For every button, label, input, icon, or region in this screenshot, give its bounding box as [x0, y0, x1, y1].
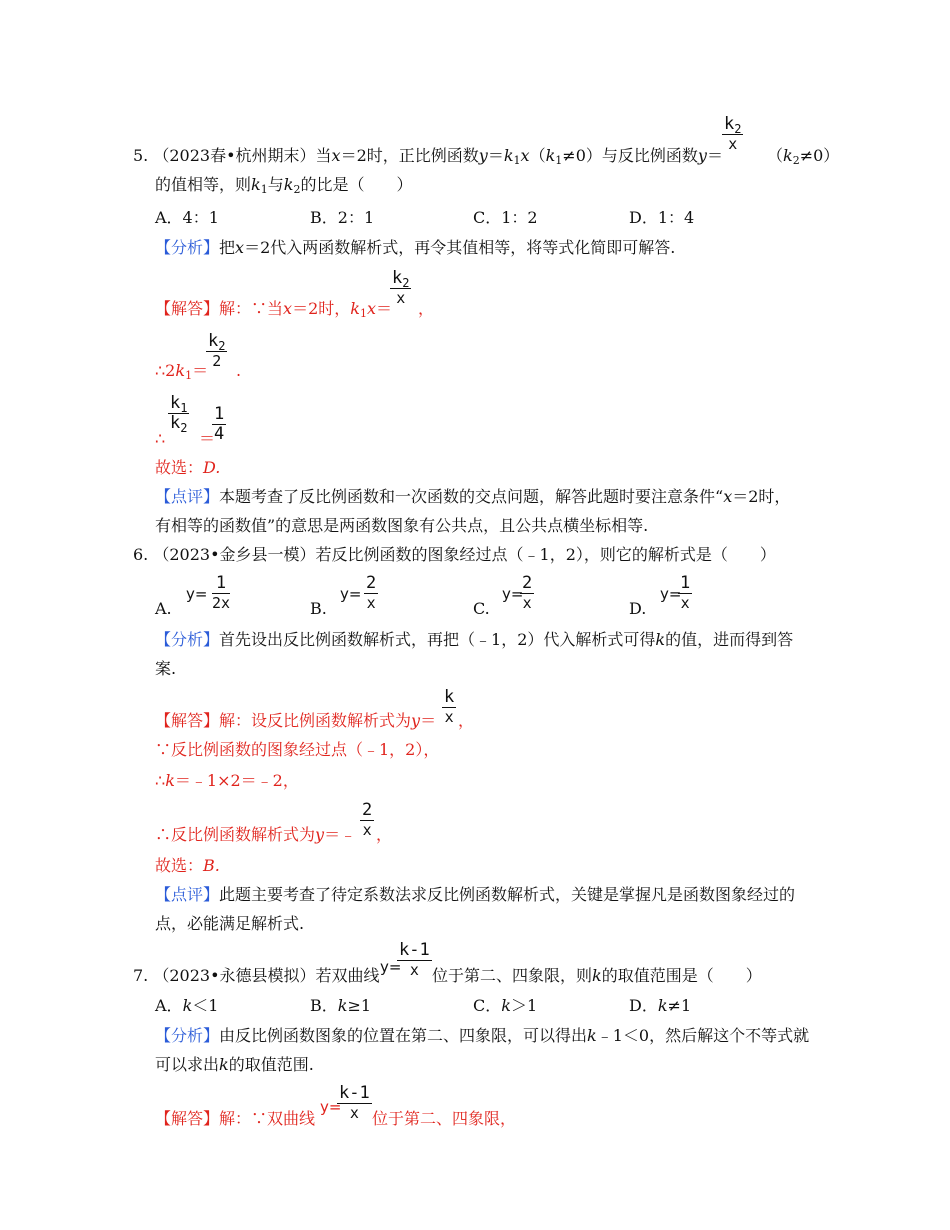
solution-text: ＝2时， — [292, 299, 351, 318]
q6-solution-line1 — [155, 710, 436, 732]
analysis-label: 【分析】 — [155, 630, 220, 649]
q7-stem-yeq: y= — [380, 958, 402, 976]
q5-option-c: C．1：2 — [473, 208, 538, 227]
var-y: y — [411, 711, 421, 730]
stem-text: 与反比例函数 — [601, 146, 698, 165]
var-k: k — [182, 996, 193, 1015]
var-y: y — [315, 825, 325, 844]
var-y: y — [697, 146, 707, 165]
frac-denominator: x — [366, 594, 376, 612]
q5-step2-period: . — [236, 361, 242, 380]
frac-numerator-sub: 1 — [180, 401, 188, 415]
var-x: x — [366, 299, 376, 318]
equals: ＝ — [192, 361, 209, 380]
q6-step4-comma: ， — [376, 825, 393, 844]
q5-solution-line1 — [155, 298, 392, 320]
sub-1: 1 — [513, 154, 521, 167]
var-k: k — [657, 996, 668, 1015]
solution-label: 【解答】 — [155, 299, 220, 318]
frac-denominator: x — [362, 821, 372, 839]
q7-solution-fraction — [337, 1083, 372, 1122]
q5-option-b: B．2：1 — [310, 208, 375, 227]
option-relation: ≠1 — [667, 996, 692, 1015]
q7-analysis-line2 — [155, 1054, 314, 1076]
var-k: k — [503, 146, 514, 165]
comment-label: 【点评】 — [155, 885, 220, 904]
stem-text: 的比是（ ） — [300, 175, 413, 194]
equals: ＝ — [487, 146, 504, 165]
var-x: x — [723, 487, 733, 506]
question-number: 6. — [133, 545, 149, 564]
q6-option-c-fraction — [520, 573, 534, 612]
q6-option-a-fraction — [212, 573, 230, 612]
comment-text: 本题考查了反比例函数和一次函数的交点问题，解答此题时要注意条件“ — [219, 487, 724, 506]
q6-option-b-label: B. — [310, 599, 327, 618]
analysis-text: 的值，进而得到答 — [665, 630, 794, 649]
question-source: （2023•金乡县一模） — [153, 545, 316, 564]
sub-1: 1 — [555, 154, 563, 167]
q5-analysis — [155, 237, 675, 259]
q5-stem-k2-condition — [767, 145, 839, 167]
frac-denominator: 2x — [212, 594, 231, 612]
q6-option-b-yeq: y= — [340, 585, 362, 603]
q6-solution-fraction-k-over-x — [442, 687, 456, 726]
answer-value: D. — [203, 458, 221, 477]
frac-denominator: 2 — [212, 352, 222, 370]
q7-solution-yeq: y= — [320, 1098, 342, 1116]
q6-analysis-line1 — [155, 629, 793, 651]
solution-label: 【解答】 — [155, 711, 220, 730]
sub-1: 1 — [185, 369, 193, 382]
q5-stem-line2 — [155, 174, 412, 196]
var-k: k — [175, 361, 186, 380]
solution-label: 【解答】 — [155, 1109, 220, 1128]
q6-solution-step2: ∵反比例函数的图象经过点（﹣1，2）， — [155, 740, 440, 759]
frac-numerator: 1 — [680, 573, 691, 593]
q7-option-b — [310, 995, 371, 1017]
frac-denominator: x — [409, 961, 419, 979]
analysis-text: 可以求出 — [155, 1055, 220, 1074]
q7-stem-b — [432, 965, 762, 987]
comment-text: 此题主要考查了待定系数法求反比例函数解析式，关键是掌握凡是函数图象经过的 — [219, 885, 796, 904]
q6-comment-line1 — [155, 884, 795, 906]
var-k: k — [219, 1055, 229, 1074]
q6-option-c-yeq: y= — [502, 585, 524, 603]
frac-numerator-sub: 2 — [402, 276, 410, 290]
q5-solution-fraction-k2-over-x — [390, 268, 411, 307]
q6-analysis-line2: 案. — [155, 659, 177, 678]
q5-stem-fraction-k2-over-x — [722, 114, 743, 153]
analysis-text: 的取值范围. — [228, 1055, 314, 1074]
analysis-label: 【分析】 — [155, 1026, 220, 1045]
q6-option-d-yeq: y= — [660, 585, 682, 603]
frac-denominator: 4 — [214, 424, 225, 444]
frac-numerator: k — [444, 687, 455, 707]
q5-step3-fraction-k1-over-k2 — [168, 393, 189, 435]
stem-text: 与 — [267, 175, 284, 194]
var-k: k — [337, 996, 348, 1015]
var-k: k — [783, 146, 793, 165]
frac-denominator: k — [170, 413, 181, 433]
comment-text: ＝2时， — [732, 487, 791, 506]
frac-numerator: k — [724, 114, 735, 134]
q6-solution-step3 — [155, 770, 299, 792]
var-k: k — [501, 996, 511, 1015]
sub-2: 2 — [792, 154, 800, 167]
sub-1: 1 — [359, 307, 367, 320]
answer-label: 故选： — [155, 856, 204, 875]
equals: ＝ — [706, 146, 723, 165]
sub-1: 1 — [260, 183, 268, 196]
q7-analysis-line1 — [155, 1025, 809, 1047]
q7-option-a — [155, 995, 218, 1017]
solution-text: 解：设反比例函数解析式为 — [219, 711, 412, 730]
q5-option-a: A．4：1 — [155, 208, 219, 227]
analysis-text: ﹣1＜0，然后解这个不等式就 — [596, 1026, 810, 1045]
var-k: k — [283, 175, 294, 194]
q5-solution-comma: ， — [418, 299, 435, 318]
not-zero: ≠0） — [562, 146, 602, 165]
q5-answer — [155, 457, 220, 479]
not-zero: ≠0） — [799, 146, 840, 165]
frac-numerator: 2 — [366, 573, 377, 593]
option-relation: ≥1 — [347, 996, 372, 1015]
frac-denominator-sub: 2 — [180, 421, 188, 435]
analysis-text: ＝2代入两函数解析式，再令其值相等，将等式化简即可解答. — [244, 238, 676, 257]
solution-text: ∴2 — [155, 361, 176, 380]
question-source: （2023春•杭州期末） — [153, 146, 316, 165]
option-relation: ＞1 — [510, 996, 538, 1015]
frac-denominator: x — [396, 289, 406, 307]
var-k: k — [655, 630, 666, 649]
frac-numerator: k — [208, 331, 219, 351]
frac-numerator: 1 — [214, 404, 225, 424]
var-y: y — [478, 146, 488, 165]
question-number: 5. — [133, 146, 149, 165]
q5-stem-line1 — [133, 145, 723, 167]
stem-text: 当 — [315, 146, 332, 165]
q7-option-c — [473, 995, 537, 1017]
q6-solution-comma: ， — [458, 711, 475, 730]
frac-denominator: x — [444, 708, 454, 726]
equals: ＝ — [375, 299, 392, 318]
question-number: 7. — [133, 966, 149, 985]
q5-step2-fraction-k2-over-2 — [206, 331, 227, 370]
q7-option-d — [629, 995, 691, 1017]
frac-denominator: x — [728, 135, 738, 153]
option-letter: A． — [155, 996, 183, 1015]
var-k: k — [350, 299, 360, 318]
frac-numerator: k-1 — [399, 940, 430, 960]
stem-text: 位于第二、四象限，则 — [432, 966, 593, 985]
analysis-text: 把 — [219, 238, 236, 257]
q7-stem-fraction — [397, 940, 432, 979]
solution-text: ∴反比例函数解析式为 — [155, 825, 316, 844]
var-k: k — [592, 966, 602, 985]
paren: （ — [529, 146, 546, 165]
q6-option-a-yeq: y= — [186, 585, 208, 603]
frac-numerator: 2 — [522, 573, 533, 593]
analysis-text: 由反比例函数图象的位置在第二、四象限，可以得出 — [219, 1026, 588, 1045]
var-k: k — [587, 1026, 597, 1045]
solution-text: 解：∵当 — [219, 299, 284, 318]
var-k: k — [545, 146, 556, 165]
q5-comment-line2: 有相等的函数值”的意思是两函数图象有公共点，且公共点横坐标相等. — [155, 516, 649, 535]
q6-comment-line2: 点，必能满足解析式. — [155, 914, 305, 933]
var-x: x — [283, 299, 293, 318]
option-letter: B． — [310, 996, 338, 1015]
q7-stem-a — [133, 965, 380, 987]
q6-option-a-label: A. — [155, 599, 172, 618]
stem-text: 的取值范围是（ ） — [601, 966, 762, 985]
q6-solution-fraction-2-over-x — [360, 800, 374, 839]
frac-numerator: k — [392, 268, 403, 288]
q5-comment-line1 — [155, 486, 790, 508]
frac-denominator: x — [680, 594, 690, 612]
q6-answer — [155, 855, 220, 877]
stem-text: 的值相等，则 — [155, 175, 252, 194]
answer-label: 故选： — [155, 458, 204, 477]
frac-numerator-sub: 2 — [734, 122, 742, 136]
solution-text: ＝﹣ — [324, 825, 357, 844]
q7-solution-line1b: 位于第二、四象限， — [372, 1109, 517, 1128]
q6-option-d-fraction — [678, 573, 692, 612]
var-x: x — [235, 238, 245, 257]
q6-stem — [133, 544, 776, 566]
stem-text: 若反比例函数的图象经过点（﹣1，2），则它的解析式是（ ） — [315, 545, 776, 564]
q6-option-d-label: D. — [629, 599, 647, 618]
frac-numerator: k — [170, 393, 181, 413]
q6-solution-step4 — [155, 824, 356, 846]
comment-label: 【点评】 — [155, 487, 220, 506]
q5-step3-fraction-1-over-4 — [212, 404, 226, 443]
question-source: （2023•永德县模拟） — [153, 966, 316, 985]
answer-value: B. — [203, 856, 220, 875]
stem-text: ＝2时，正比例函数 — [340, 146, 479, 165]
solution-text: ＝﹣1×2＝﹣2， — [174, 771, 299, 790]
stem-text: 若双曲线 — [315, 966, 380, 985]
var-k: k — [165, 771, 175, 790]
q6-option-c-label: C. — [473, 599, 490, 618]
var-k: k — [251, 175, 261, 194]
frac-numerator: 2 — [362, 800, 373, 820]
q7-solution-line1a — [155, 1108, 315, 1130]
q5-option-d: D．1：4 — [629, 208, 695, 227]
equals: ＝ — [420, 711, 437, 730]
analysis-label: 【分析】 — [155, 238, 220, 257]
frac-numerator-sub: 2 — [218, 339, 226, 353]
q5-solution-step2 — [155, 360, 208, 382]
var-x: x — [331, 146, 341, 165]
paren: （ — [767, 146, 784, 165]
q5-step3-equals: ＝ — [199, 429, 216, 448]
option-relation: ＜1 — [192, 996, 219, 1015]
q6-option-b-fraction — [364, 573, 378, 612]
q5-step3-therefore: ∴ — [155, 429, 166, 448]
var-x: x — [520, 146, 530, 165]
option-letter: C． — [473, 996, 502, 1015]
frac-denominator: x — [522, 594, 532, 612]
frac-numerator: k-1 — [339, 1083, 370, 1103]
option-letter: D． — [629, 996, 658, 1015]
solution-text: 解：∵双曲线 — [219, 1109, 316, 1128]
solution-text: ∴ — [155, 771, 166, 790]
frac-denominator: x — [349, 1104, 359, 1122]
frac-numerator: 1 — [215, 573, 227, 593]
sub-2: 2 — [293, 183, 301, 196]
analysis-text: 首先设出反比例函数解析式，再把（﹣1，2）代入解析式可得 — [219, 630, 656, 649]
